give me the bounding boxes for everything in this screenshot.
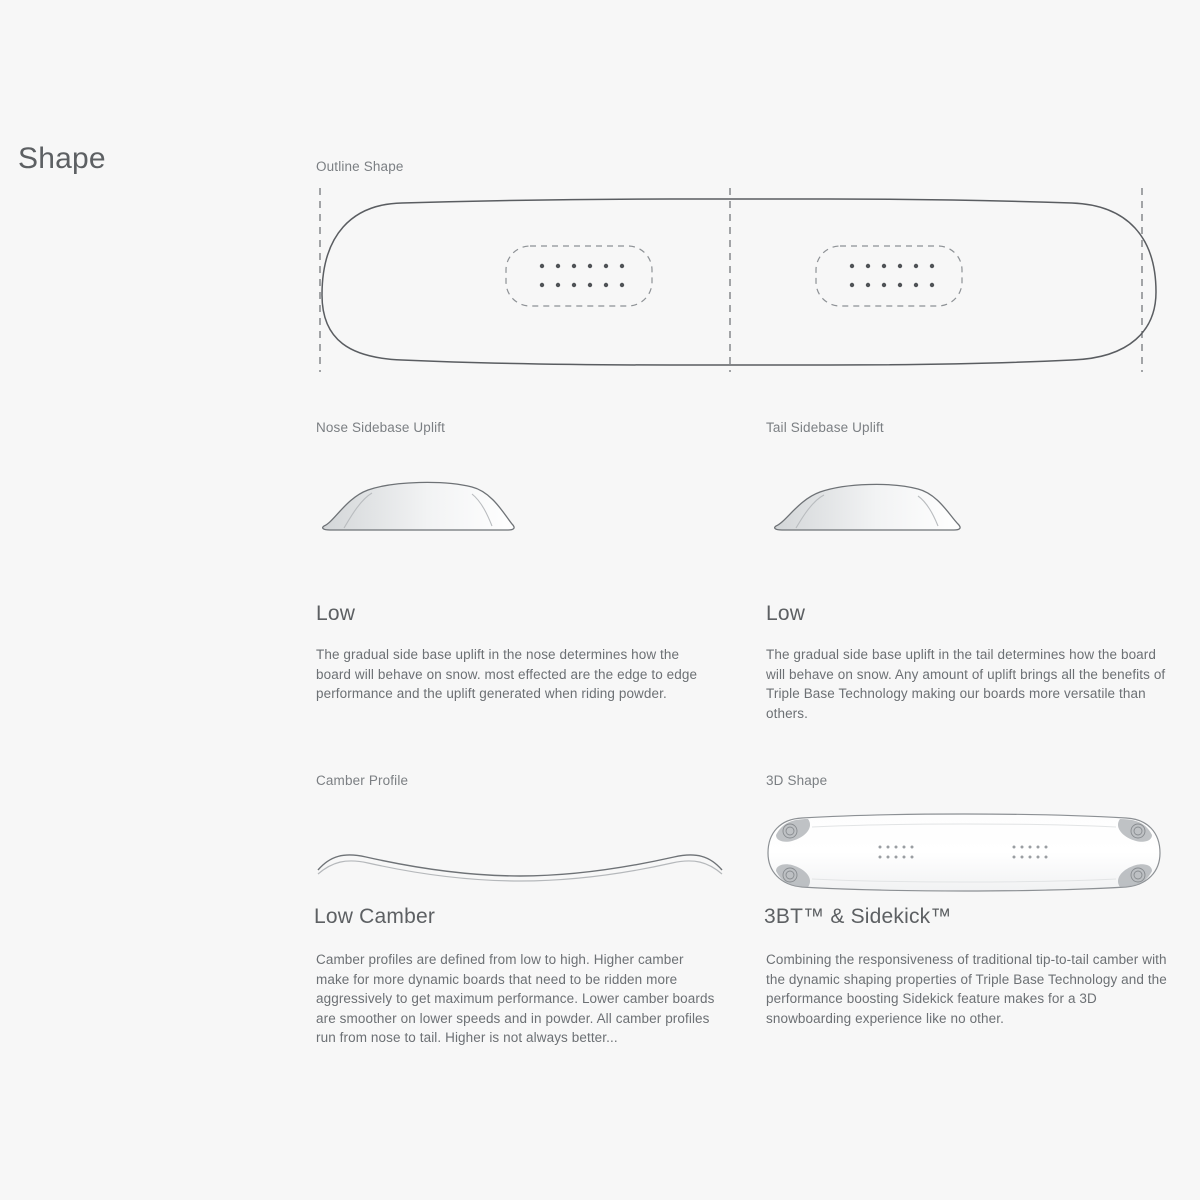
tail-uplift-level: Low — [766, 602, 806, 625]
nose-uplift-description: The gradual side base uplift in the nose determines how the board will behave on snow. most effected are the edge to edge performance and the uplift generated when riding powder. — [316, 647, 698, 701]
camber-profile-figure — [310, 830, 730, 905]
tail-sidebase-uplift-figure — [766, 470, 1166, 560]
nose-sidebase-uplift-figure — [316, 470, 716, 560]
tail-uplift-description: The gradual side base uplift in the tail determines how the board will behave on snow. Any amount of uplift brings all the benefits of Triple Base Technology making our boards more versatile than others. — [766, 647, 1166, 721]
camber-description: Camber profiles are defined from low to high. Higher camber make for more dynamic boards that need to be ridden more aggressively to get maximum performance. Lower camber boards are smoother on lower speeds and in powder. All camber profiles run from nose to tail. Higher is not always better... — [316, 952, 715, 1045]
nose-profile-path — [323, 482, 514, 530]
camber-bottom-edge — [318, 861, 722, 881]
outline-shape-caption: Outline Shape — [316, 159, 404, 174]
front-insert-dots-icon — [540, 264, 624, 287]
three-d-shape-figure — [762, 805, 1166, 900]
nose-uplift-level: Low — [316, 602, 356, 625]
rear-insert-dots-icon — [850, 264, 934, 287]
camber-level: Low Camber — [314, 905, 436, 928]
nose-sidebase-uplift-caption: Nose Sidebase Uplift — [316, 420, 446, 435]
rear-insert-pack-outline — [816, 246, 962, 306]
front-insert-pack-outline — [506, 246, 652, 306]
three-d-description: Combining the responsiveness of traditional tip-to-tail camber with the dynamic shaping properties of Triple Base Technology and the performance boosting Sidekick feature makes for a 3D snowboarding experience like no other. — [766, 952, 1167, 1026]
three-d-level: 3BT™ & Sidekick™ — [764, 905, 952, 928]
board-outline-path — [322, 199, 1156, 365]
tail-sidebase-uplift-caption: Tail Sidebase Uplift — [766, 420, 884, 435]
three-d-shape-caption: 3D Shape — [766, 773, 828, 788]
camber-profile-caption: Camber Profile — [316, 773, 409, 788]
outline-shape-figure — [310, 180, 1170, 380]
tail-profile-path — [775, 484, 960, 530]
page-title: Shape — [18, 142, 106, 175]
